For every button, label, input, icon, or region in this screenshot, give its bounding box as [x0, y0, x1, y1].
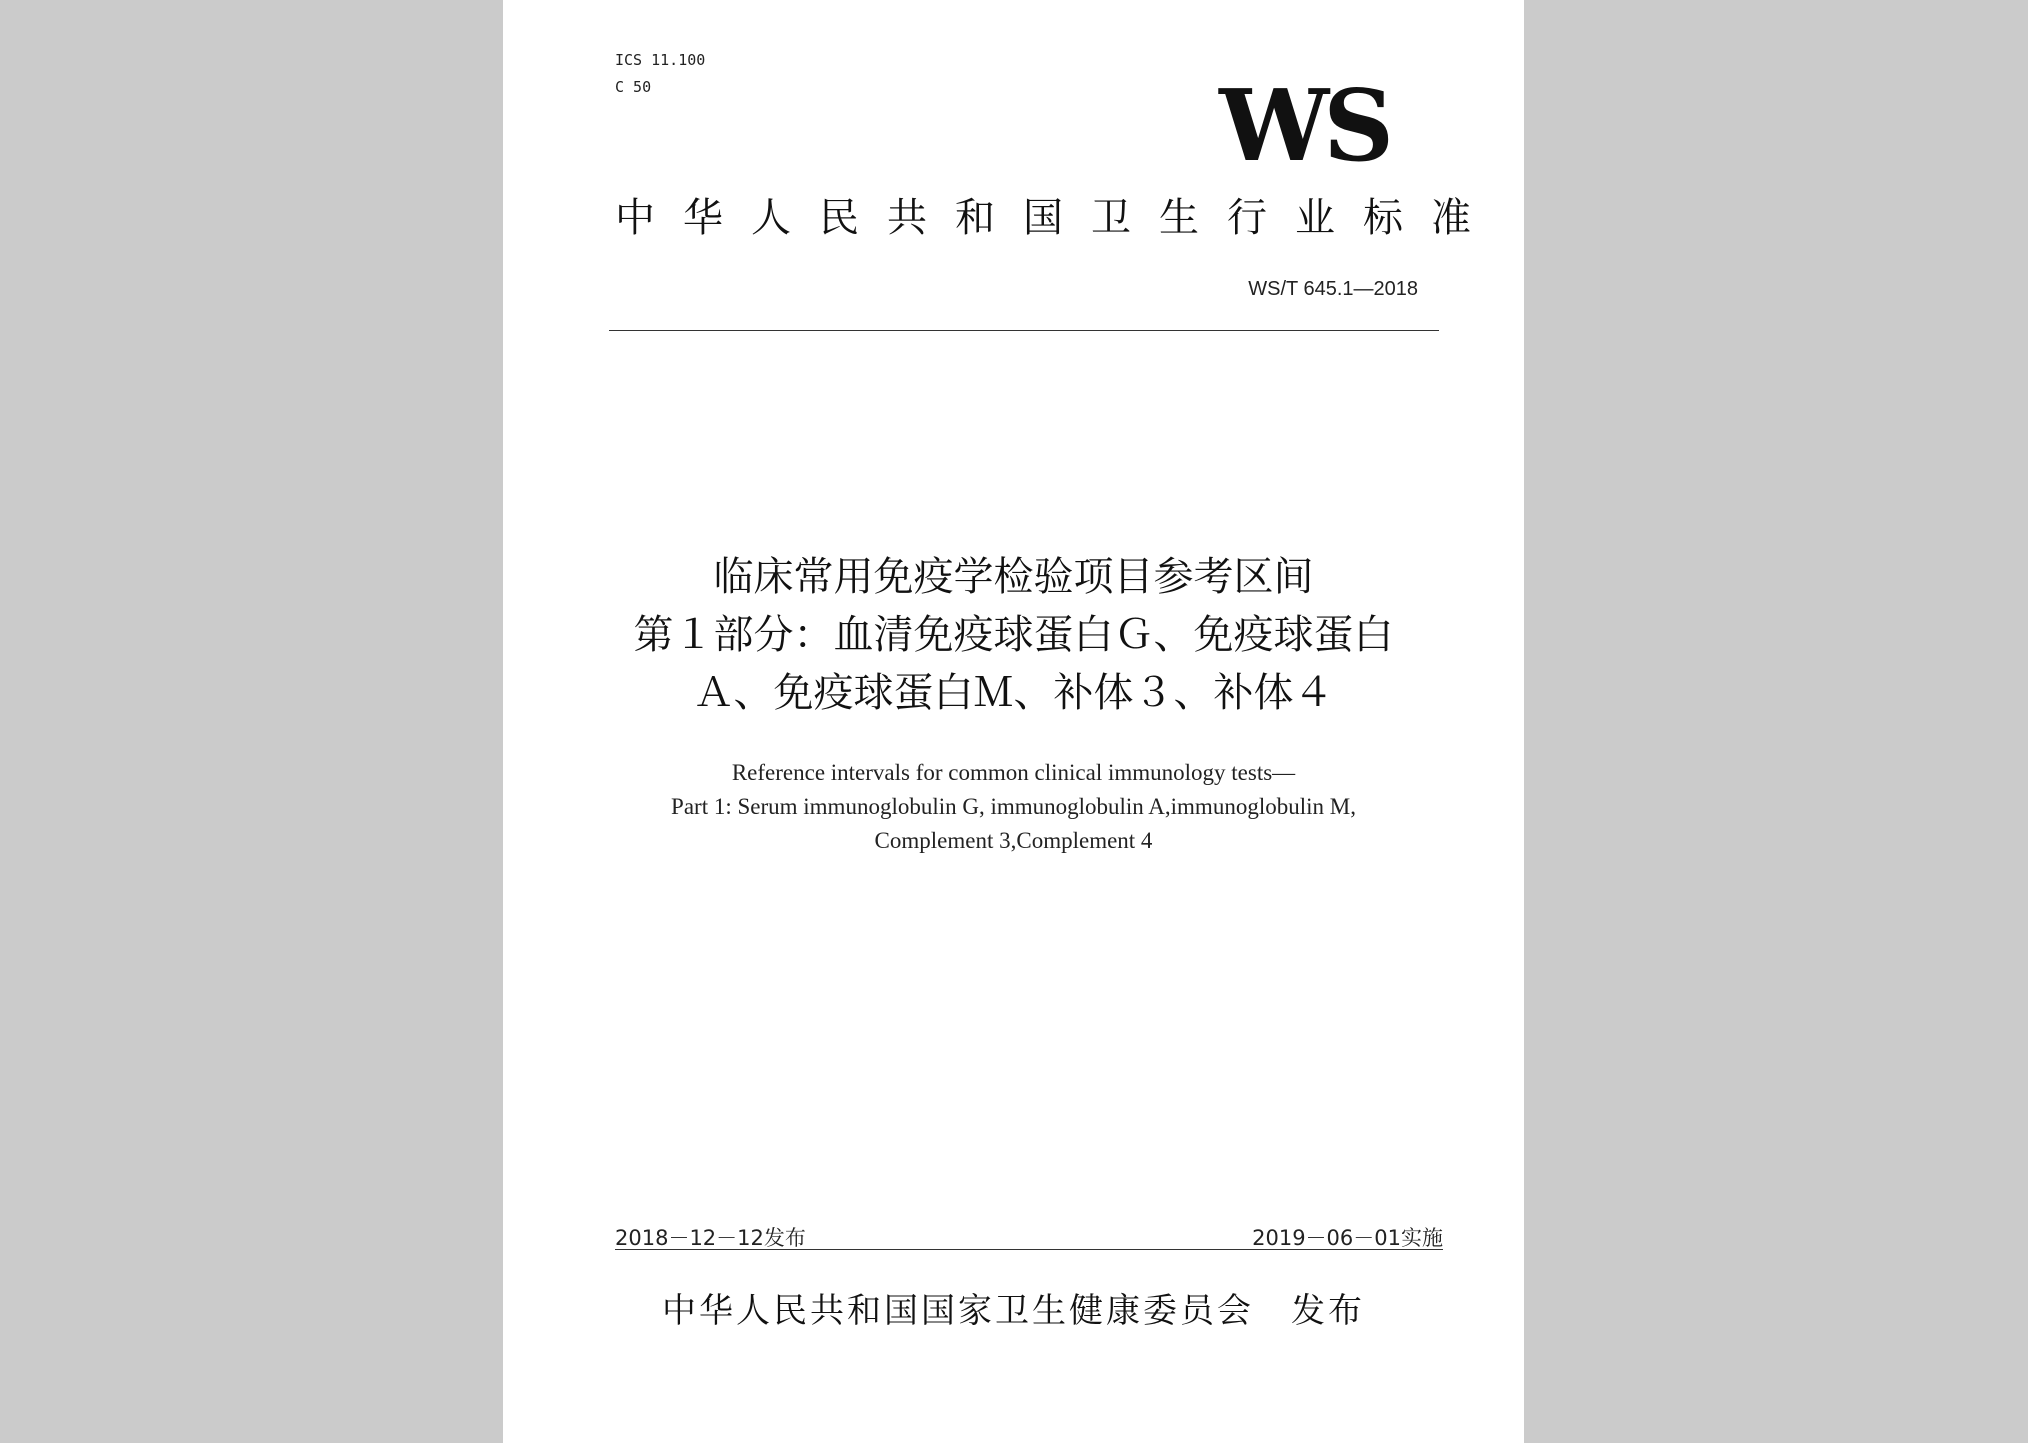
standard-code: WS/T 645.1—2018	[1248, 278, 1418, 300]
title-cn-line-1: 临床常用免疫学检验项目参考区间	[713, 554, 1314, 600]
title-chinese	[503, 548, 1524, 722]
header-divider	[609, 330, 1439, 331]
title-en-line-1: Reference intervals for common clinical immunology tests—	[731, 760, 1296, 785]
ws-logo: WS	[1219, 69, 1388, 184]
publisher: 中华人民共和国国家卫生健康委员会 发布	[662, 1291, 1365, 1331]
title-en-line-2: Part 1: Serum immunoglobulin G, immunoglobulin A,immunoglobulin M,	[671, 794, 1356, 819]
footer-divider	[615, 1249, 1443, 1250]
title-en-line-3: Complement 3,Complement 4	[874, 828, 1153, 853]
document-page	[503, 0, 1524, 1443]
issue-date: 2018－12－12发布	[615, 1226, 806, 1250]
title-cn-line-3: Ａ、免疫球蛋白Ｍ、补体３、补体４	[693, 670, 1334, 716]
title-cn-line-2: 第１部分：血清免疫球蛋白Ｇ、免疫球蛋白	[633, 612, 1394, 658]
ics-code: ICS 11.100	[615, 51, 706, 69]
title-english	[503, 756, 1524, 858]
implementation-date: 2019－06－01实施	[1252, 1226, 1443, 1250]
standard-type: 中华人民共和国卫生行业标准	[615, 195, 1499, 241]
ccs-code: C 50	[615, 78, 652, 96]
